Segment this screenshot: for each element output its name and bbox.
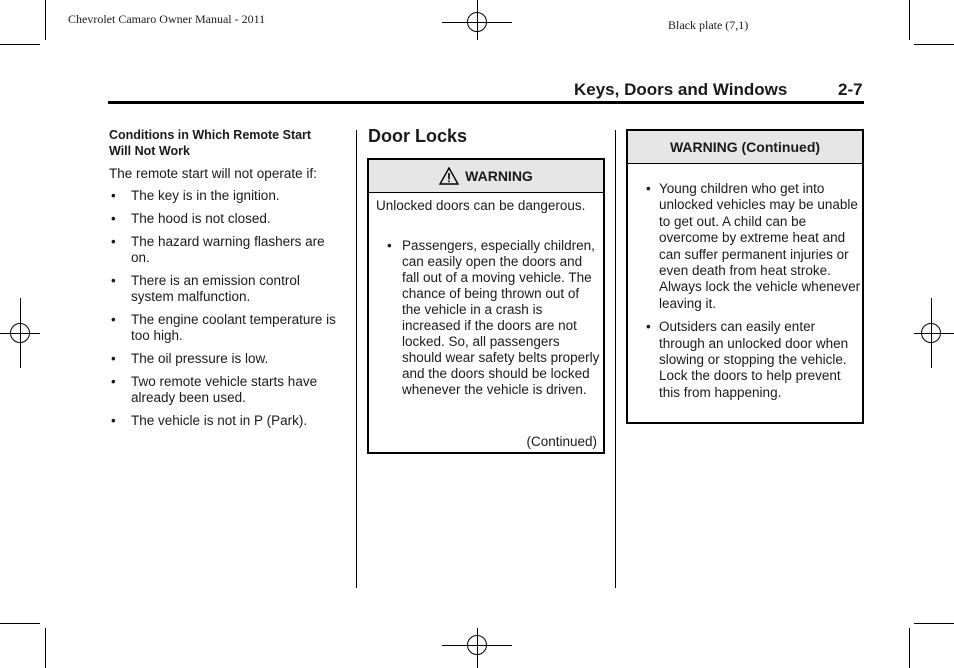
list-item: • The oil pressure is low.: [109, 351, 345, 367]
crop-mark: [914, 623, 954, 624]
list-item: • The hazard warning flashers are on.: [109, 234, 345, 266]
door-locks-title: Door Locks: [368, 126, 468, 146]
list-item: • Young children who get into unlocked vehicles may be unable to get out. A child can be overcome by extreme heat and can suffer permanent injuries or even death from heat stroke. Always lock the vehicle whenever leaving it.: [635, 181, 861, 312]
remote-start-intro: The remote start will not operate if:: [109, 166, 317, 181]
section-title: Keys, Doors and Windows: [574, 80, 788, 99]
list-item: • Two remote vehicle starts have already been used.: [109, 374, 345, 406]
warning-label: WARNING: [465, 168, 533, 184]
remote-start-conditions-list: [109, 188, 345, 436]
list-item: • The vehicle is not in P (Park).: [109, 413, 345, 429]
warning-box: [367, 158, 605, 454]
warning-triangle-icon: [439, 167, 459, 185]
list-item: • The key is in the ignition.: [109, 188, 345, 204]
list-item: • The engine coolant temperature is too high.: [109, 312, 345, 344]
crop-mark: [0, 623, 40, 624]
warning-continued-list: [635, 181, 861, 408]
header-rule: [108, 101, 864, 104]
warning-header: [369, 160, 603, 193]
crop-mark: [909, 0, 910, 40]
crop-mark: [0, 44, 40, 45]
list-item: • Passengers, especially children, can easily open the doors and fall out of a moving vehicle. The chance of being thrown out of the vehicle in a crash is increased if the doors are not locked. So, all passengers should wear safety belts properly and the doors should be locked whenever the vehicle is driven.: [376, 238, 600, 398]
crop-mark: [45, 0, 46, 40]
column-divider: [356, 130, 357, 588]
crop-mark: [914, 44, 954, 45]
running-header-left: Chevrolet Camaro Owner Manual - 2011: [68, 12, 266, 26]
list-item: • Outsiders can easily enter through an unlocked door when slowing or stopping the vehicle. Lock the doors to help prevent this from happening.: [635, 319, 861, 401]
crop-mark: [45, 628, 46, 668]
heading-line: Conditions in Which Remote Start: [109, 128, 312, 142]
continued-note: (Continued): [526, 434, 597, 449]
remote-start-heading: [109, 127, 345, 159]
warning-continued-header: WARNING (Continued): [628, 131, 862, 164]
column-divider: [615, 130, 616, 588]
warning-continued-box: [626, 129, 864, 424]
list-item: • The hood is not closed.: [109, 211, 345, 227]
warning-list: [376, 238, 600, 398]
running-header-right: Black plate (7,1): [668, 18, 749, 32]
page-number: 2-7: [838, 80, 863, 99]
heading-line: Will Not Work: [109, 144, 190, 158]
warning-text: Unlocked doors can be dangerous.: [376, 198, 586, 213]
crop-mark: [909, 628, 910, 668]
list-item: • There is an emission control system malfunction.: [109, 273, 345, 305]
